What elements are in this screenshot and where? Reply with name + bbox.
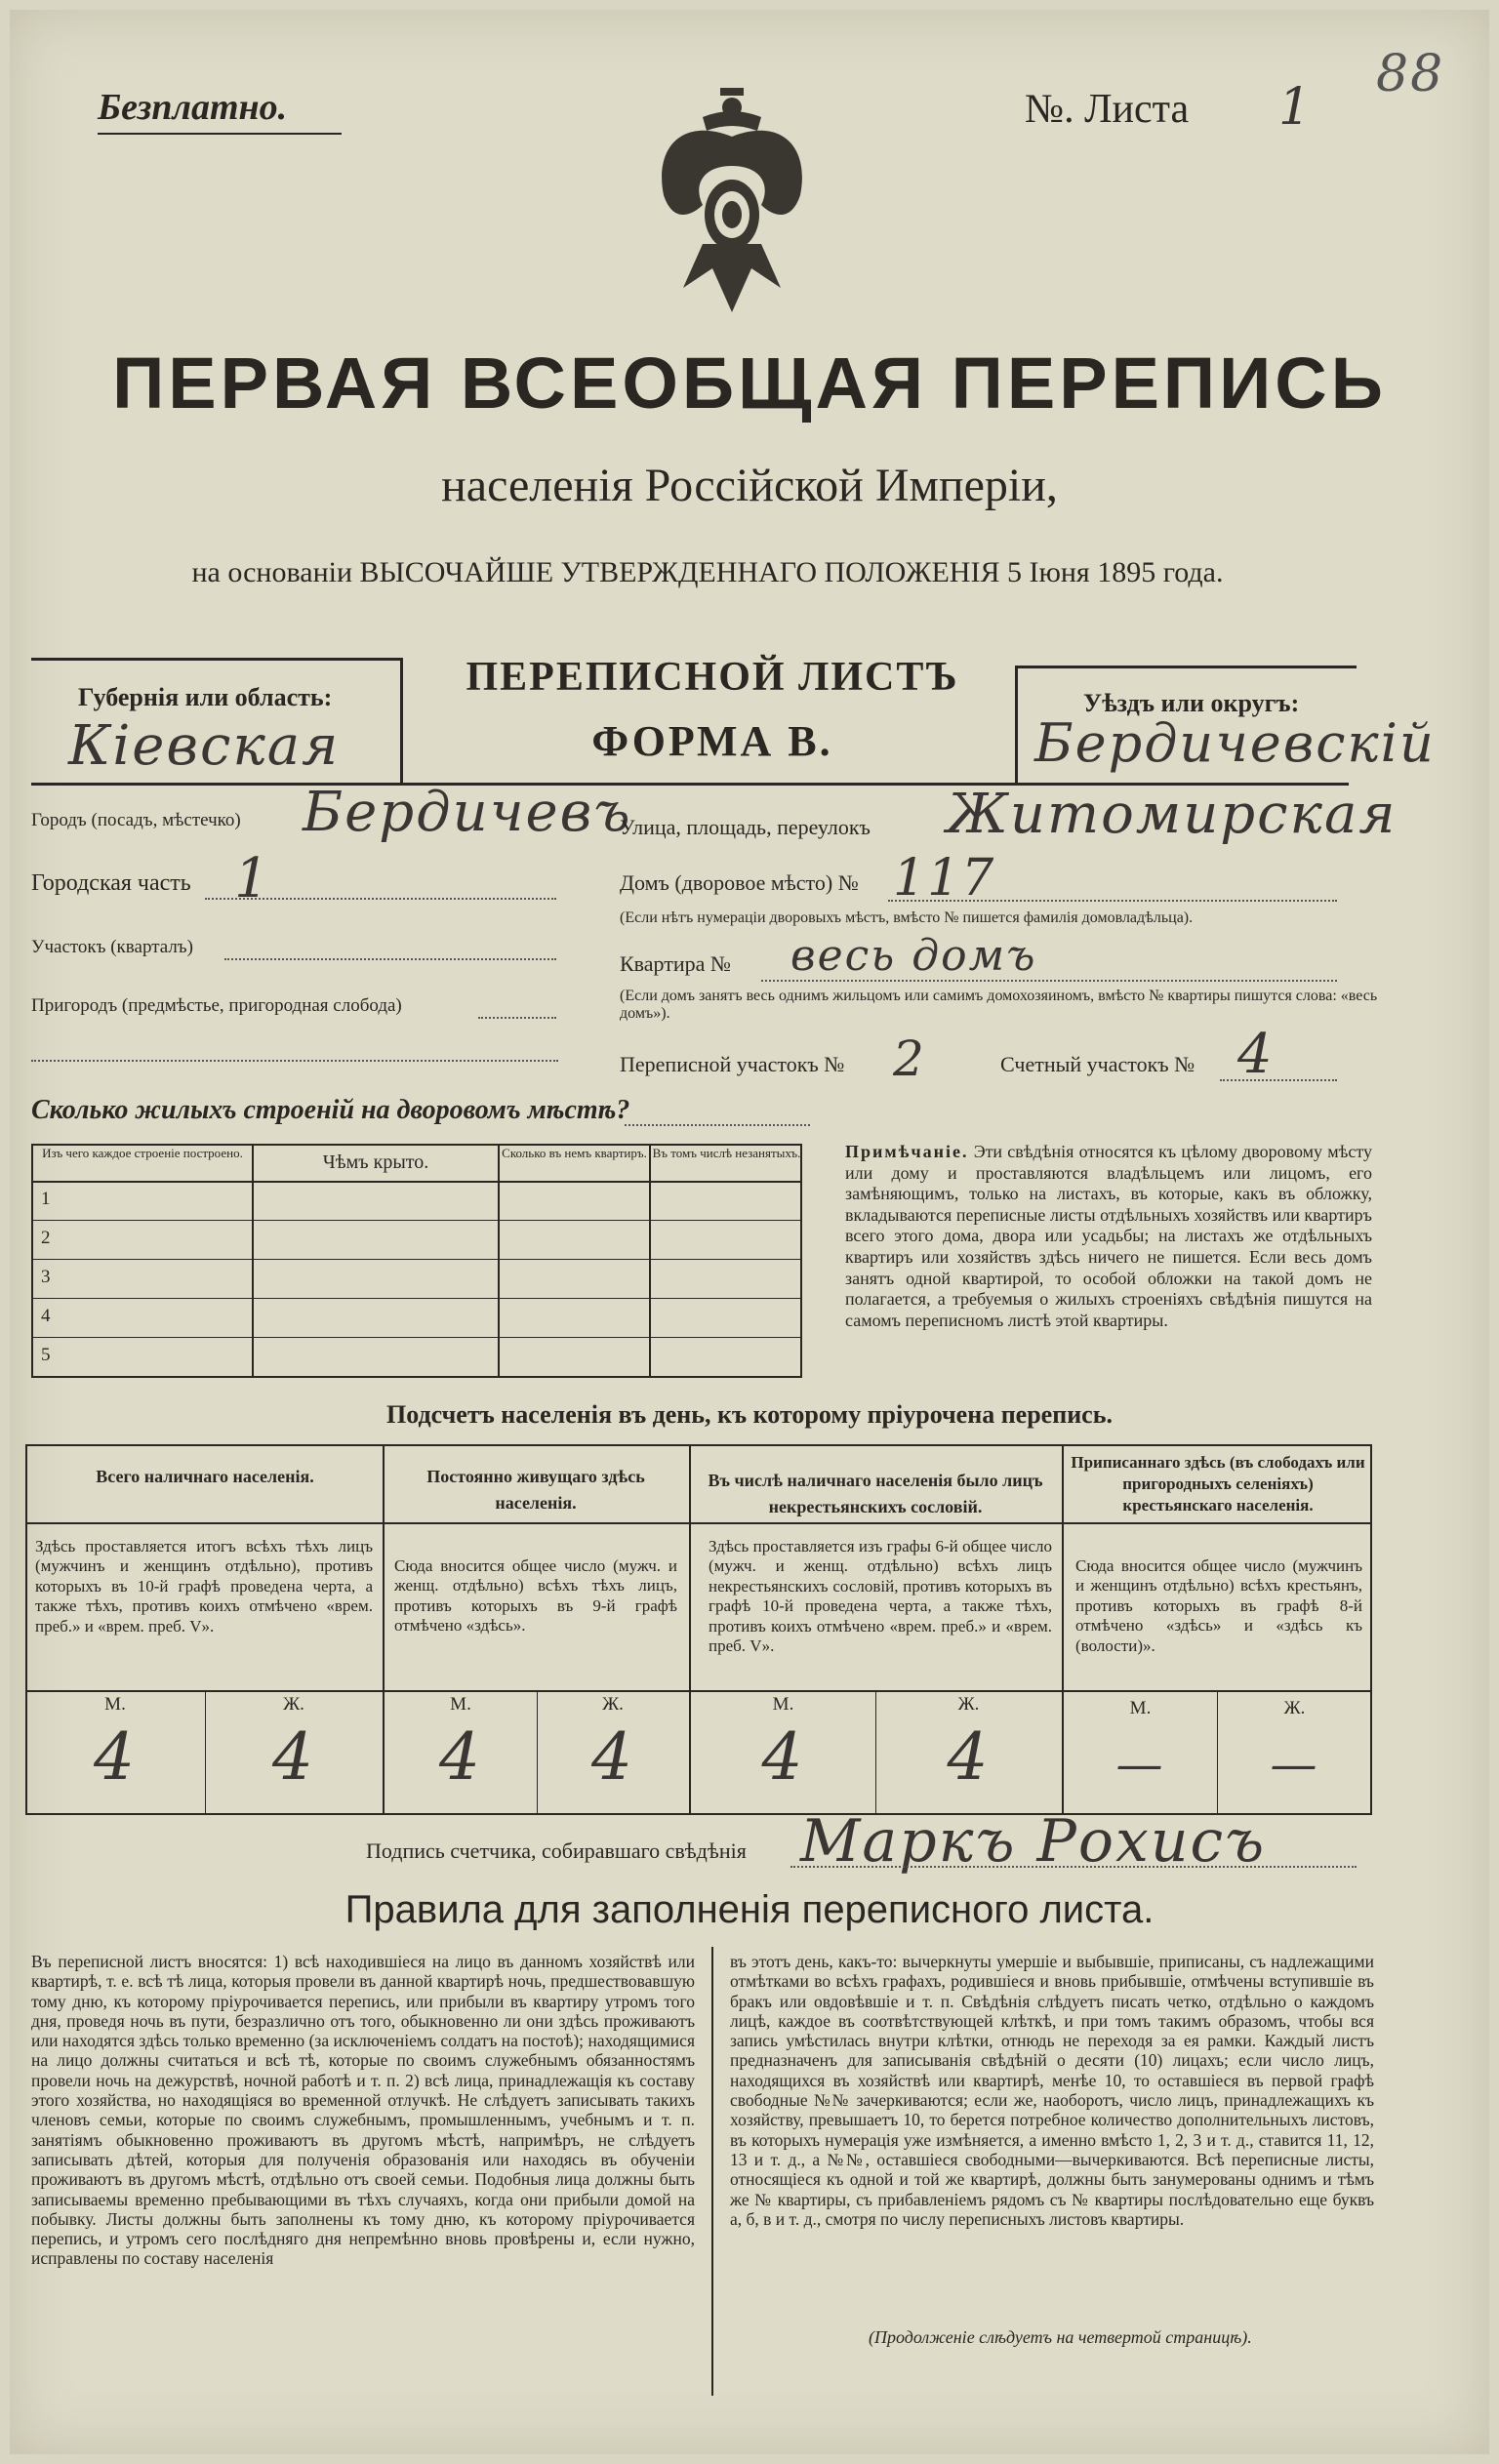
rules-title: Правила для заполненія переписного листа. bbox=[344, 1888, 1155, 1931]
census-sheet bbox=[10, 10, 1489, 2454]
population-heading: Подсчетъ населенія въ день, къ которому пріурочена перепись. bbox=[386, 1400, 1113, 1429]
census-area-value: 2 bbox=[893, 1030, 926, 1087]
buildings-question: Сколько жилыхъ строеній на дворовомъ мѣстѣ? bbox=[31, 1095, 630, 1125]
main-title: ПЕРВАЯ ВСЕОБЩАЯ ПЕРЕПИСЬ bbox=[112, 343, 1387, 424]
count-area-value: 4 bbox=[1237, 1023, 1275, 1086]
rules-continuation: (Продолженіе слѣдуетъ на четвертой страницѣ). bbox=[869, 2327, 1252, 2347]
pop-col4-m-label: М. bbox=[1129, 1698, 1152, 1718]
pop-col1-desc: Здѣсь проставляется итогъ всѣхъ тѣхъ лицъ (мужчинъ и женщинъ отдѣльно), противъ которыхъ въ 10-й графѣ проведена черта, а также тѣхъ, противъ коихъ отмѣчено «врем. преб.» и «врем. преб. V». bbox=[35, 1537, 373, 1636]
note-label: Примѣчаніе. bbox=[845, 1142, 969, 1161]
house-value: 117 bbox=[893, 849, 996, 908]
pop-col2-f-value: 4 bbox=[591, 1719, 634, 1795]
pop-col2-f-label: Ж. bbox=[602, 1694, 624, 1715]
pop-col2-desc: Сюда вносится общее число (мужч. и женщ. отдѣльно) всѣхъ тѣхъ лицъ, противъ которыхъ въ 9-й графѣ отмѣчено «здѣсь». bbox=[394, 1556, 677, 1636]
pop-col1-f-value: 4 bbox=[272, 1719, 315, 1795]
corner-number: 88 bbox=[1376, 45, 1445, 103]
buildings-col-roof: Чѣмъ крыто. bbox=[322, 1151, 429, 1173]
precinct-label: Участокъ (кварталъ) bbox=[31, 937, 193, 957]
sheet-number-label: №. Листа bbox=[1025, 87, 1190, 132]
pop-col2-title: Постоянно живущаго здѣсь населенія. bbox=[426, 1467, 645, 1513]
basis-line: на основаніи ВЫСОЧАЙШЕ УТВЕРЖДЕННАГО ПОЛОЖЕНІЯ 5 Іюня 1895 года. bbox=[191, 556, 1224, 588]
subtitle: населенія Россійской Имперіи, bbox=[441, 460, 1058, 511]
buildings-table bbox=[31, 1144, 802, 1378]
city-part-value: 1 bbox=[234, 847, 271, 910]
pop-col3-desc: Здѣсь проставляется изъ графы 6-й общее число (мужч. и женщ. отдѣльно) всѣхъ лицъ некрестьянскихъ сословій, противъ которыхъ въ графѣ 10-й проведена черта, а также тѣхъ, противъ коихъ отмѣчено «врем. преб.» и «врем. преб. V». bbox=[709, 1537, 1052, 1655]
buildings-row-1: 1 bbox=[41, 1189, 51, 1209]
buildings-col-material: Изъ чего каждое строеніе построено. bbox=[42, 1146, 243, 1160]
pop-col2-m-value: 4 bbox=[439, 1719, 482, 1795]
free-label: Безплатно. bbox=[98, 87, 288, 128]
city-part-label: Городская часть bbox=[31, 870, 191, 896]
buildings-row-2: 2 bbox=[41, 1228, 51, 1248]
double-headed-eagle-icon bbox=[644, 78, 820, 322]
house-note: (Если нѣтъ нумераціи дворовыхъ мѣстъ, вмѣсто № пишется фамилія домовладѣльца). bbox=[620, 909, 1194, 926]
province-value: Кіевская bbox=[68, 714, 341, 778]
signature-label: Подпись счетчика, собиравшаго свѣдѣнія bbox=[366, 1838, 747, 1863]
note-text: Эти свѣдѣнія относятся къ цѣлому дворовому мѣсту или дому и проставляются владѣльцемъ или лицомъ, его замѣняющимъ, только на листахъ, въ которые, какъ въ обложку, вкладываются переписные листы отдѣльныхъ хозяйствъ или квартиръ всего этого дома, двора или усадьбы; на листахъ же отдѣльныхъ квартиръ или хозяйствъ здѣсь ничего не пишется. Если весь домъ занятъ одной квартирой, то особой обложки на такой домъ не полагается, а требуемыя о жилыхъ строеніяхъ свѣдѣнія пишутся на самомъ переписномъ листѣ этой квартиры. bbox=[845, 1142, 1372, 1330]
pop-col3-f-value: 4 bbox=[947, 1719, 991, 1795]
apartment-value: весь домъ bbox=[790, 931, 1037, 981]
suburb-label: Пригородъ (предмѣстье, пригородная слобода) bbox=[31, 995, 402, 1016]
note bbox=[845, 1142, 1372, 1331]
pop-col3-f-label: Ж. bbox=[957, 1694, 980, 1715]
city-value: Бердичевъ bbox=[303, 781, 632, 844]
signature-value: Маркъ Рохисъ bbox=[800, 1807, 1267, 1876]
pop-col4-m-value: — bbox=[1115, 1737, 1165, 1792]
apartment-label: Квартира № bbox=[620, 951, 731, 976]
sheet-number-value: 1 bbox=[1278, 78, 1314, 137]
street-value: Житомирская bbox=[947, 783, 1398, 846]
buildings-row-3: 3 bbox=[41, 1267, 51, 1287]
count-area-label: Счетный участокъ № bbox=[1000, 1052, 1195, 1076]
buildings-row-5: 5 bbox=[41, 1345, 51, 1365]
pop-col1-m-label: М. bbox=[104, 1694, 126, 1715]
buildings-row-4: 4 bbox=[41, 1306, 51, 1326]
form-name: ФОРМА В. bbox=[591, 717, 833, 765]
pop-col4-f-label: Ж. bbox=[1283, 1698, 1306, 1718]
pop-col4-title: Приписаннаго здѣсь (въ слободахъ или пригородныхъ селеніяхъ) крестьянскаго населенія. bbox=[1071, 1453, 1365, 1515]
census-area-label: Переписной участокъ № bbox=[620, 1052, 845, 1076]
street-label: Улица, площадь, переулокъ bbox=[620, 815, 871, 839]
pop-col1-f-label: Ж. bbox=[283, 1694, 304, 1715]
buildings-col-apartments: Сколько въ немъ квартиръ. bbox=[502, 1146, 647, 1160]
pop-col2-m-label: М. bbox=[450, 1694, 471, 1715]
pop-col1-title: Всего наличнаго населенія. bbox=[96, 1467, 314, 1486]
pop-col3-m-value: 4 bbox=[761, 1719, 805, 1795]
house-label: Домъ (дворовое мѣсто) № bbox=[620, 870, 859, 895]
pop-col4-f-value: — bbox=[1270, 1737, 1319, 1792]
apartment-note: (Если домъ занятъ весь однимъ жильцомъ или самимъ домохозяиномъ, вмѣсто № квартиры пишутся слова: «весь домъ»). bbox=[620, 988, 1378, 1023]
pop-col1-m-value: 4 bbox=[94, 1719, 137, 1795]
pop-col4-desc: Сюда вносится общее число (мужчинъ и женщинъ отдѣльно) всѣхъ крестьянъ, противъ которыхъ въ графѣ 8-й отмѣчено «здѣсь» и «здѣсь къ (волости)». bbox=[1075, 1556, 1362, 1655]
province-label: Губернія или область: bbox=[78, 683, 333, 711]
district-label: Уѣздъ или округъ: bbox=[1083, 689, 1300, 717]
city-label: Городъ (посадъ, мѣстечко) bbox=[31, 810, 241, 830]
pop-col3-title: Въ числѣ наличнаго населенія было лицъ некрестьянскихъ сословій. bbox=[708, 1471, 1043, 1516]
rules-right: въ этотъ день, какъ-то: вычеркнуты умершіе и выбывшіе, приписаны, съ надлежащими отмѣтками во всѣхъ графахъ, родившіеся и вновь прибывшіе, отмѣчены вступившіе въ бракъ или овдовѣвшіе и т. п. Свѣдѣнія слѣдуетъ писать четко, отдѣльно о каждомъ лицѣ, каждое въ соотвѣтствующей клѣткѣ, и при томъ такимъ образомъ, чтобы вся запись умѣстилась внутри клѣтки, отнюдь не переходя за ея рамки. Каждый листъ предназначенъ для записыванія свѣдѣній о десяти (10) лицахъ; если число лицъ, находящихся въ хозяйствѣ или квартирѣ, менѣе 10, то оставшіеся въ первой графѣ свободные №№ зачеркиваются; если же, наоборотъ, число лицъ, принадлежащихъ къ хозяйству, превышаетъ 10, то берется потребное количество дополнительныхъ листовъ, въ которыхъ нумерація уже измѣняется, а именно вмѣсто 1, 2, 3 и т. д., ставится 11, 12, 13 и т. д., а №№, оставшіеся свободными—вычеркиваются. Всѣ переписные листы, относящіеся къ одной и той же квартирѣ, должны быть занумерованы однимъ и тѣмъ же № квартиры, съ прибавленіемъ рядомъ съ № квартиры послѣдовательно еще буквъ а, б, в и т. д., смотря по числу переписныхъ листовъ квартиры. bbox=[730, 1952, 1374, 2229]
sheet-title: ПЕРЕПИСНОЙ ЛИСТЪ bbox=[466, 655, 959, 700]
district-value: Бердичевскій bbox=[1034, 712, 1436, 774]
pop-col3-m-label: М. bbox=[772, 1694, 794, 1715]
rules-left: Въ переписной листъ вносятся: 1) всѣ находившіеся на лицо въ данномъ хозяйствѣ или квартирѣ, т. е. всѣ тѣ лица, которыя провели въ данной квартирѣ ночь, предшествовавшую тому дню, къ которому пріурочивается перепись, или прибыли въ квартиру утромъ того дня, проведя ночь въ пути, безразлично отъ того, обыкновенно ли они здѣсь проживаютъ или находятся здѣсь только временно (за исключеніемъ солдатъ на постоѣ); находящимися на лицо должны считаться и всѣ тѣ, которые по своимъ служебнымъ обязанностямъ провели ночь на дежурствѣ, ночной работѣ и т. п. 2) всѣ лица, принадлежащія къ составу этого хозяйства, но находящіяся во временной отлучкѣ. Не слѣдуетъ записывать такихъ членовъ семьи, которые по своимъ служебнымъ, промышленнымъ, учебнымъ и т. п. занятіямъ обыкновенно проживаютъ въ другомъ мѣстѣ, напримѣръ, не слѣдуетъ записывать дѣтей, которыя для полученія образованія или находясь въ обученіи проживаютъ въ другомъ мѣстѣ, отдѣльно отъ своей семьи. Подобныя лица должны быть записываемы временно пребывающими въ тѣхъ случаяхъ, когда они прибыли домой на побывку. Листы должны быть заполнены къ тому дню, къ которому пріурочивается перепись, и утромъ сего послѣдняго дня непремѣнно вновь провѣрены и, если нужно, исправлены по составу населенія bbox=[31, 1952, 695, 2269]
buildings-col-vacant: Въ томъ числѣ незанятыхъ. bbox=[652, 1146, 801, 1160]
